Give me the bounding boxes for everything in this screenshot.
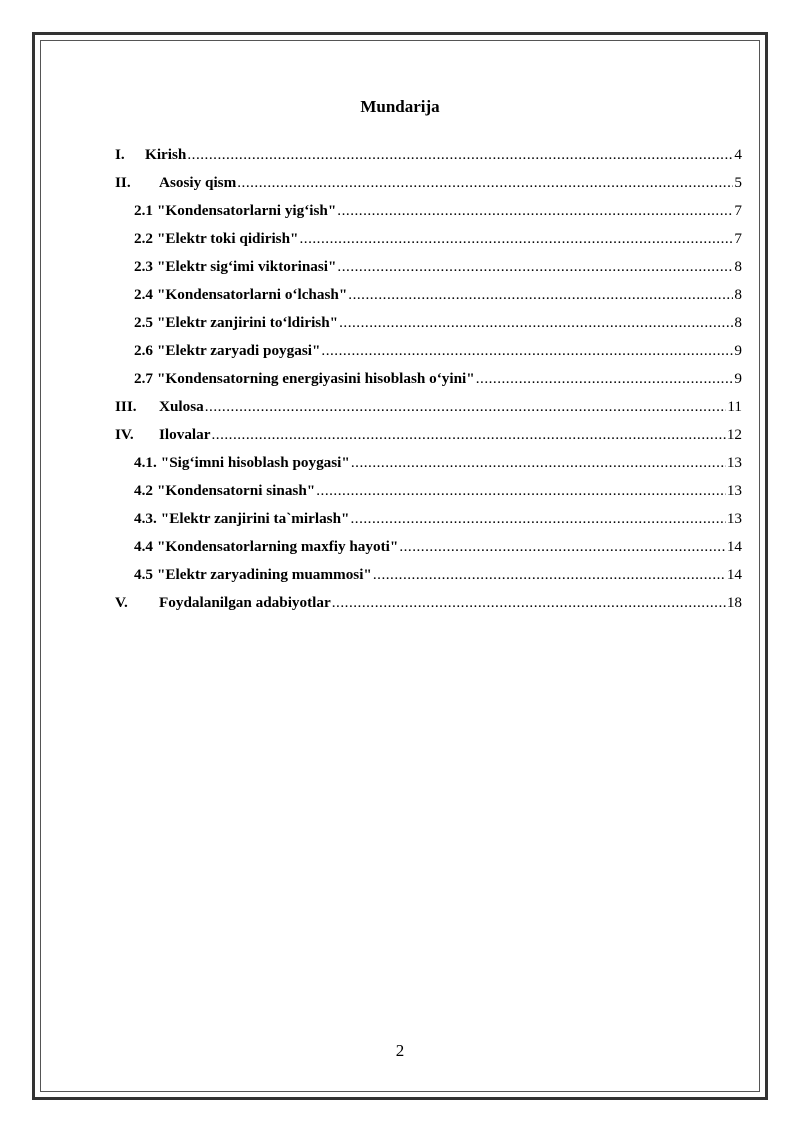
dot-leader <box>321 342 733 360</box>
toc-entry[interactable] <box>115 533 742 561</box>
toc-entry-number: 4.2 <box>134 482 153 499</box>
toc-entry-page: 14 <box>726 566 742 583</box>
toc-entry-label: Xulosa <box>159 398 204 415</box>
toc-entry[interactable] <box>115 393 742 421</box>
dot-leader <box>350 510 725 528</box>
toc-entry-label: "Elektr sig‘imi viktorinasi" <box>156 258 337 275</box>
toc-entry-page: 13 <box>726 482 742 499</box>
toc-entry[interactable] <box>115 225 742 253</box>
toc-entry-number: 4.5 <box>134 566 153 583</box>
toc-entry-page: 13 <box>726 454 742 471</box>
toc-entry-label: "Kondensatorning energiyasini hisoblash o‘yini" <box>156 370 475 387</box>
toc-entry[interactable] <box>115 589 742 617</box>
toc-heading: Mundarija <box>360 97 440 116</box>
toc-entry-label: "Kondensatorni sinash" <box>156 482 316 499</box>
toc-entry[interactable] <box>115 561 742 589</box>
toc-entry-label: "Elektr zaryadining muammosi" <box>156 566 372 583</box>
toc-entry-page: 11 <box>727 398 742 415</box>
toc-entry-number: 2.4 <box>134 286 153 303</box>
toc-entry[interactable] <box>115 253 742 281</box>
toc-entry-page: 8 <box>734 314 742 331</box>
toc-entry-label: "Kondensatorlarni yig‘ish" <box>156 202 337 219</box>
toc-entry-label: "Elektr zanjirini to‘ldirish" <box>156 314 339 331</box>
toc-entry-page: 9 <box>734 342 742 359</box>
dot-leader <box>373 566 726 584</box>
toc-entry[interactable] <box>115 449 742 477</box>
dot-leader <box>299 230 733 248</box>
toc-entry[interactable] <box>115 169 742 197</box>
toc-entry-number: 4.4 <box>134 538 153 555</box>
toc-entry-page: 8 <box>734 258 742 275</box>
toc-entry-number: II. <box>115 174 131 191</box>
toc-entry-label: Asosiy qism <box>159 174 237 191</box>
toc-entry-number: 2.3 <box>134 258 153 275</box>
dot-leader <box>337 258 733 276</box>
dot-leader <box>316 482 726 500</box>
dot-leader <box>348 286 733 304</box>
toc-entry-page: 4 <box>734 146 742 163</box>
toc-entry-label: "Kondensatorlarni o‘lchash" <box>156 286 348 303</box>
toc-entry-label: Ilovalar <box>159 426 211 443</box>
page-number: 2 <box>395 1041 405 1060</box>
toc-entry-label: "Elektr zaryadi poygasi" <box>156 342 321 359</box>
toc-entry-page: 13 <box>726 510 742 527</box>
toc-entry-number: 2.7 <box>134 370 153 387</box>
toc-entry-page: 12 <box>726 426 742 443</box>
toc-entry-number: 2.2 <box>134 230 153 247</box>
dot-leader <box>339 314 733 332</box>
toc-entry[interactable] <box>115 309 742 337</box>
toc-entry[interactable] <box>115 505 742 533</box>
toc-entry-label: "Elektr toki qidirish" <box>156 230 299 247</box>
table-of-contents <box>115 141 742 617</box>
toc-entry-page: 7 <box>734 202 742 219</box>
toc-entry-number: V. <box>115 594 128 611</box>
toc-entry[interactable] <box>115 281 742 309</box>
dot-leader <box>332 594 726 612</box>
toc-entry-page: 14 <box>726 538 742 555</box>
toc-entry-page: 5 <box>734 174 742 191</box>
dot-leader <box>237 174 733 192</box>
toc-entry[interactable] <box>115 477 742 505</box>
toc-entry[interactable] <box>115 421 742 449</box>
toc-entry-label: Foydalanilgan adabiyotlar <box>159 594 331 611</box>
dot-leader <box>399 538 726 556</box>
toc-entry-number: 2.6 <box>134 342 153 359</box>
toc-entry-page: 8 <box>734 286 742 303</box>
toc-entry-label: "Elektr zanjirini ta`mirlash" <box>160 510 350 527</box>
toc-entry-number: 4.3. <box>134 510 157 527</box>
dot-leader <box>476 370 734 388</box>
toc-entry-number: IV. <box>115 426 134 443</box>
toc-entry[interactable] <box>115 197 742 225</box>
toc-entry-label: "Kondensatorlarning maxfiy hayoti" <box>156 538 399 555</box>
toc-entry-page: 9 <box>734 370 742 387</box>
dot-leader <box>337 202 733 220</box>
toc-entry-number: 2.5 <box>134 314 153 331</box>
toc-entry[interactable] <box>115 141 742 169</box>
toc-entry-label: Kirish <box>145 146 187 163</box>
toc-entry-page: 7 <box>734 230 742 247</box>
dot-leader <box>187 146 733 164</box>
dot-leader <box>351 454 726 472</box>
toc-entry-label: "Sig‘imni hisoblash poygasi" <box>160 454 350 471</box>
toc-entry-number: III. <box>115 398 137 415</box>
toc-entry-page: 18 <box>726 594 742 611</box>
toc-entry[interactable] <box>115 365 742 393</box>
dot-leader <box>211 426 725 444</box>
toc-entry-number: 2.1 <box>134 202 153 219</box>
toc-entry-number: I. <box>115 146 125 163</box>
toc-entry-number: 4.1. <box>134 454 157 471</box>
dot-leader <box>205 398 727 416</box>
toc-entry[interactable] <box>115 337 742 365</box>
